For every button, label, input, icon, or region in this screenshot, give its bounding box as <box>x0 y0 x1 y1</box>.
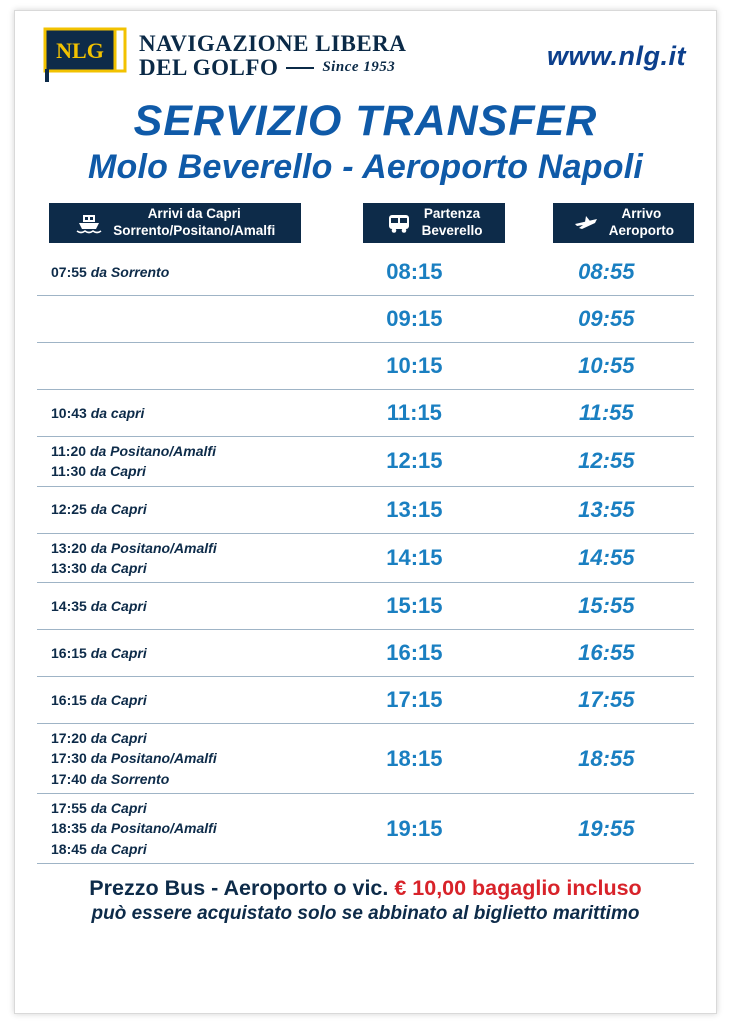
table-row <box>37 794 694 864</box>
cell-arrival: 13:55 <box>578 496 635 522</box>
arrival-origin: da capri <box>90 404 145 421</box>
arrival-time: 16:15 <box>51 645 91 662</box>
condition-note: può essere acquistato solo se abbinato al biglietto marittimo <box>91 902 640 924</box>
arrival-origin: da Positano/Amalfi <box>90 750 217 767</box>
cell-departure: 10:15 <box>386 353 443 378</box>
arrival-time: 18:45 <box>51 840 91 857</box>
brand-since: Since 1953 <box>322 59 396 76</box>
cell-arrival: 17:55 <box>578 687 635 713</box>
price-note-b: € 10,00 bagaglio incluso <box>394 875 642 900</box>
table-row <box>37 583 694 630</box>
arrival-time: 16:15 <box>51 692 91 709</box>
logo <box>37 23 129 89</box>
cell-arrival: 14:55 <box>578 544 635 570</box>
arrival-time: 17:30 <box>51 750 91 767</box>
ferry-icon <box>75 212 103 234</box>
cell-arrival: 08:55 <box>578 259 635 284</box>
poster <box>14 10 717 1014</box>
brand-text <box>139 32 406 80</box>
column-header-departure-text: Partenza Beverello <box>421 206 483 238</box>
arrival-time: 13:30 <box>51 559 91 576</box>
arrival-origin: da Capri <box>90 559 147 576</box>
arrival-origin: da Sorrento <box>90 770 170 787</box>
arrival-time: 14:35 <box>51 598 91 615</box>
cell-arrival: 09:55 <box>578 306 635 331</box>
table-row <box>37 724 694 794</box>
cell-departure: 17:15 <box>386 687 443 713</box>
arrival-entry <box>51 262 310 282</box>
table-row <box>37 677 694 724</box>
arrival-origin: da Capri <box>90 800 147 817</box>
table-column-headers <box>37 203 694 243</box>
arrival-entry <box>51 839 310 859</box>
arrival-time: 17:40 <box>51 770 91 787</box>
cell-departure: 14:15 <box>386 544 443 570</box>
arrival-origin: da Capri <box>90 840 147 857</box>
arrival-origin: da Capri <box>90 692 147 709</box>
page-subtitle: Molo Beverello - Aeroporto Napoli <box>87 148 644 186</box>
cell-departure: 13:15 <box>386 496 443 522</box>
arrival-entry <box>51 748 310 768</box>
cell-arrivals <box>37 596 310 616</box>
cell-arrival: 10:55 <box>578 353 635 378</box>
cell-arrival: 12:55 <box>578 448 635 474</box>
column-header-arrivals-text: Arrivi da Capri Sorrento/Positano/Amalfi <box>113 206 276 238</box>
brand-line1: NAVIGAZIONE LIBERA <box>139 30 407 56</box>
table-row <box>37 343 694 390</box>
arrival-entry <box>51 690 310 710</box>
arrival-time: 10:43 <box>51 404 91 421</box>
cell-arrivals <box>37 643 310 663</box>
price-note <box>37 876 694 901</box>
arrival-origin: da Sorrento <box>90 263 170 280</box>
arrival-entry <box>51 728 310 748</box>
arrival-origin: da Capri <box>90 645 147 662</box>
cell-arrival: 16:55 <box>578 640 635 666</box>
cell-departure: 11:15 <box>386 400 442 425</box>
arrival-time: 17:55 <box>51 800 91 817</box>
table-row <box>37 437 694 487</box>
cell-arrival: 18:55 <box>578 745 635 771</box>
cell-departure: 19:15 <box>386 815 443 841</box>
arrival-entry <box>51 798 310 818</box>
cell-departure: 15:15 <box>386 593 443 619</box>
arrival-time: 11:20 <box>51 443 90 459</box>
cell-arrivals <box>37 538 310 579</box>
column-header-arrival-text: Arrivo Aeroporto <box>608 206 674 238</box>
arrival-entry <box>51 403 310 423</box>
brand-line2-row <box>139 56 406 80</box>
arrival-time: 18:35 <box>51 820 91 837</box>
cell-arrivals <box>37 499 310 519</box>
arrival-time: 17:20 <box>51 730 91 747</box>
cell-arrivals <box>37 262 310 282</box>
arrival-entry <box>51 643 310 663</box>
nlg-flag-icon <box>43 25 127 83</box>
arrival-entry <box>51 769 310 789</box>
cell-arrival: 19:55 <box>578 815 635 841</box>
header <box>37 11 694 87</box>
svg-text:NLG: NLG <box>56 38 104 63</box>
page-title: SERVIZIO TRANSFER <box>133 97 598 145</box>
cell-arrivals <box>37 690 310 710</box>
cell-departure: 18:15 <box>386 745 443 771</box>
arrival-entry <box>51 461 310 481</box>
arrival-time: 07:55 <box>51 263 91 280</box>
cell-arrival: 15:55 <box>578 593 635 619</box>
table-row <box>37 296 694 343</box>
arrival-entry <box>51 441 310 461</box>
cell-arrival: 11:55 <box>579 400 634 425</box>
airplane-icon <box>573 212 599 234</box>
website-url[interactable]: www.nlg.it <box>547 40 686 71</box>
arrival-entry <box>51 818 310 838</box>
arrival-entry <box>51 499 310 519</box>
table-row <box>37 534 694 584</box>
arrival-origin: da Capri <box>90 598 147 615</box>
arrival-origin: da Positano/Amalfi <box>90 820 217 837</box>
arrival-origin: da Capri <box>89 463 146 480</box>
arrival-time: 12:25 <box>51 501 91 518</box>
arrival-origin: da Positano/Amalfi <box>89 443 216 459</box>
cell-departure: 08:15 <box>386 259 443 284</box>
cell-departure: 09:15 <box>386 306 443 331</box>
brand-divider-dash <box>286 67 314 69</box>
cell-departure: 16:15 <box>386 640 443 666</box>
table-row <box>37 390 694 437</box>
arrival-origin: da Capri <box>90 730 147 747</box>
cell-arrivals <box>37 441 310 482</box>
column-header-departure <box>363 203 504 243</box>
table-row <box>37 249 694 296</box>
arrival-origin: da Positano/Amalfi <box>90 539 217 556</box>
schedule-table <box>37 249 694 864</box>
arrival-time: 11:30 <box>51 463 90 480</box>
cell-departure: 12:15 <box>386 448 443 474</box>
column-header-arrivals <box>49 203 301 243</box>
bus-icon <box>386 212 412 234</box>
arrival-origin: da Capri <box>90 501 147 518</box>
brand-line2: DEL GOLFO <box>139 55 279 80</box>
table-row <box>37 487 694 534</box>
cell-arrivals <box>37 403 310 423</box>
arrival-entry <box>51 596 310 616</box>
arrival-entry <box>51 538 310 558</box>
column-header-arrival <box>553 203 694 243</box>
arrival-time: 13:20 <box>51 539 91 556</box>
cell-arrivals <box>37 728 310 789</box>
arrival-entry <box>51 558 310 578</box>
price-note-a: Prezzo Bus - Aeroporto o vic. <box>89 875 389 900</box>
cell-arrivals <box>37 798 310 859</box>
table-row <box>37 630 694 677</box>
